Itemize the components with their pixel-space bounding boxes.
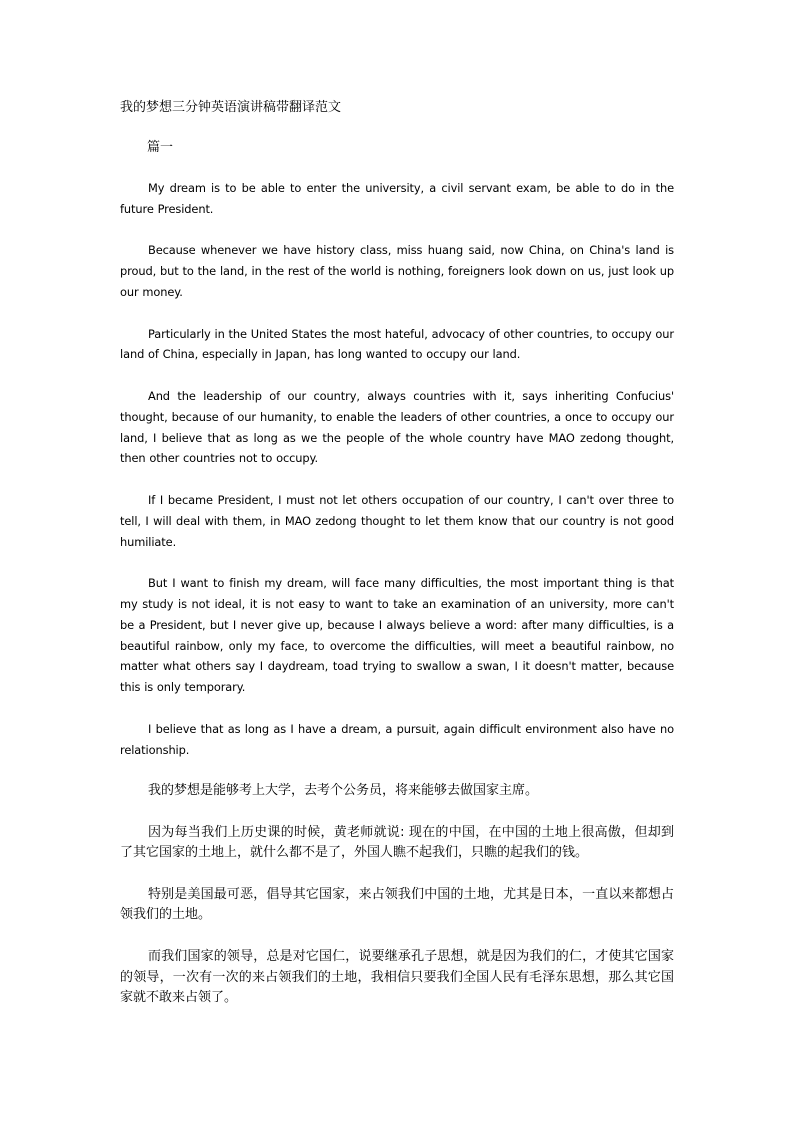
english-paragraph: If I became President, I must not let others occupation of our country, I can't over three to tell, I will deal with them, in MAO zedong thought to let them know that our country is not good humiliate. bbox=[120, 492, 674, 549]
english-paragraph: Particularly in the United States the most hateful, advocacy of other countries, to occupy our land of China, especially in Japan, has long wanted to occupy our land. bbox=[120, 326, 674, 362]
english-paragraph: My dream is to be able to enter the university, a civil servant exam, be able to do in the future President. bbox=[120, 181, 674, 216]
document-title: 我的梦想三分钟英语演讲稿带翻译范文 bbox=[120, 100, 342, 115]
english-paragraph: Because whenever we have history class, miss huang said, now China, on China's land is proud, but to the land, in the rest of the world is nothing, foreigners look down on us, just look up our money. bbox=[120, 243, 674, 299]
chinese-paragraph: 特别是美国最可恶，倡导其它国家，来占领我们中国的土地，尤其是日本，一直以来都想占领我们的土地。 bbox=[120, 886, 674, 923]
english-paragraph: But I want to finish my dream, will face many difficulties, the most important thing is that my study is not ideal, it is not easy to want to take an examination of an university, more can't be a President, but I never give up, because I always believe a word: after many difficulties, is a beautiful rainbow, only my face, to overcome the difficulties, will meet a beautiful rainbow, no matter what others say I daydream, toad trying to swallow a swan, I it doesn't matter, because this is only temporary. bbox=[120, 576, 674, 695]
section-label: 篇一 bbox=[147, 140, 174, 155]
chinese-paragraph: 而我们国家的领导，总是对它国仁，说要继承孔子思想，就是因为我们的仁，才使其它国家的领导，一次有一次的来占领我们的土地，我相信只要我们全国人民有毛泽东思想，那么其它国家就不敢来占领了。 bbox=[120, 949, 674, 1006]
chinese-paragraph: 因为每当我们上历史课的时候，黄老师就说: 现在的中国，在中国的土地上很高傲，但却到了其它国家的土地上，就什么都不是了，外国人瞧不起我们，只瞧的起我们的钱。 bbox=[120, 824, 674, 861]
english-paragraph: I believe that as long as I have a dream, a pursuit, again difficult environment also have no relationship. bbox=[120, 721, 674, 757]
document-page bbox=[120, 98, 674, 1030]
english-paragraph: And the leadership of our country, always countries with it, says inheriting Confucius' thought, because of our humanity, to enable the leaders of other countries, a once to occupy our land, I believe that as long as we the people of the whole country have MAO zedong thought, then other countries not to occupy. bbox=[120, 388, 674, 466]
chinese-paragraph: 我的梦想是能够考上大学，去考个公务员，将来能够去做国家主席。 bbox=[148, 783, 539, 799]
